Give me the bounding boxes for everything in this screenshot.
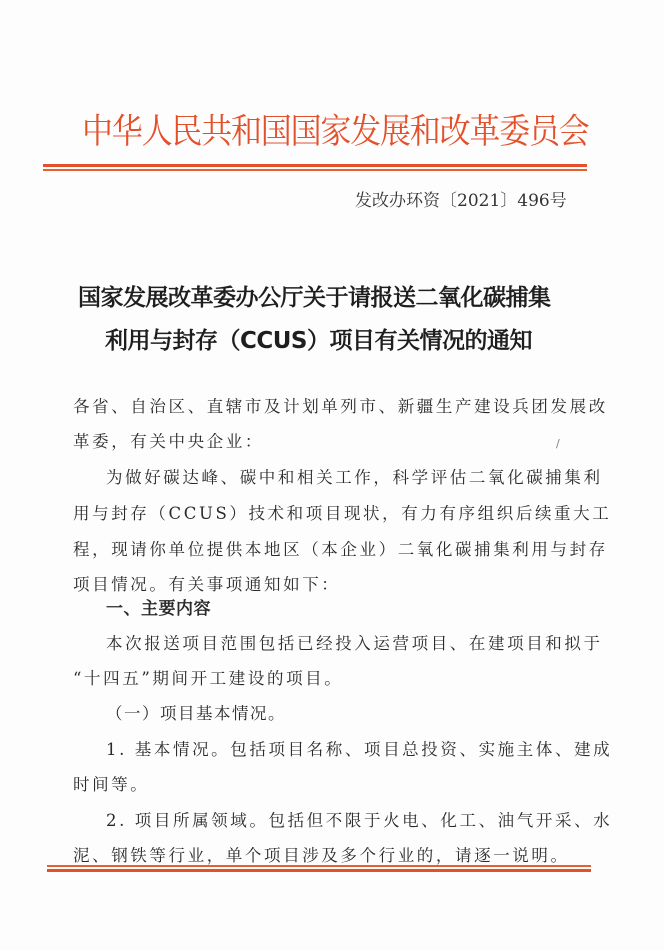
scope-paragraph-line-1: 本次报送项目范围包括已经投入运营项目、在建项目和拟于	[106, 634, 603, 653]
document-number: 发改办环资〔2021〕496号	[355, 191, 567, 211]
intro-paragraph-line-3: 程，现请你单位提供本地区（本企业）二氧化碳捕集利用与封存	[73, 540, 608, 559]
addressee-line-1: 各省、自治区、直辖市及计划单列市、新疆生产建设兵团发展改	[73, 397, 608, 416]
item-2-line-2: 泥、钢铁等行业，单个项目涉及多个行业的，请逐一说明。	[73, 846, 570, 865]
issuer-masthead: 中华人民共和国国家发展和改革委员会	[82, 111, 589, 153]
document-title-line-2: 利用与封存（CCUS）项目有关情况的通知	[105, 328, 532, 354]
subsection-heading-1: （一）项目基本情况。	[106, 704, 286, 723]
document-title-line-1: 国家发展改革委办公厅关于请报送二氧化碳捕集	[78, 285, 551, 311]
item-2-line-1: 2. 项目所属领域。包括但不限于火电、化工、油气开采、水	[106, 811, 613, 830]
footer-rule-thick	[47, 869, 591, 872]
item-1-line-1: 1. 基本情况。包括项目名称、项目总投资、实施主体、建成	[106, 740, 613, 759]
intro-paragraph-line-2: 用与封存（CCUS）技术和项目现状，有力有序组织后续重大工	[73, 504, 612, 523]
section-heading-1: 一、主要内容	[106, 599, 211, 619]
scope-paragraph-line-2: “十四五”期间开工建设的项目。	[73, 669, 344, 688]
intro-paragraph-line-1: 为做好碳达峰、碳中和相关工作，科学评估二氧化碳捕集利	[106, 468, 603, 487]
item-1-line-2: 时间等。	[73, 775, 150, 794]
footer-rule-thin	[47, 865, 591, 867]
addressee-line-2: 革委，有关中央企业：	[73, 432, 264, 451]
header-rule-thick	[43, 164, 587, 167]
header-rule-thin	[43, 169, 587, 171]
stray-mark: /	[556, 437, 560, 450]
intro-paragraph-line-4: 项目情况。有关事项通知如下：	[73, 575, 341, 594]
